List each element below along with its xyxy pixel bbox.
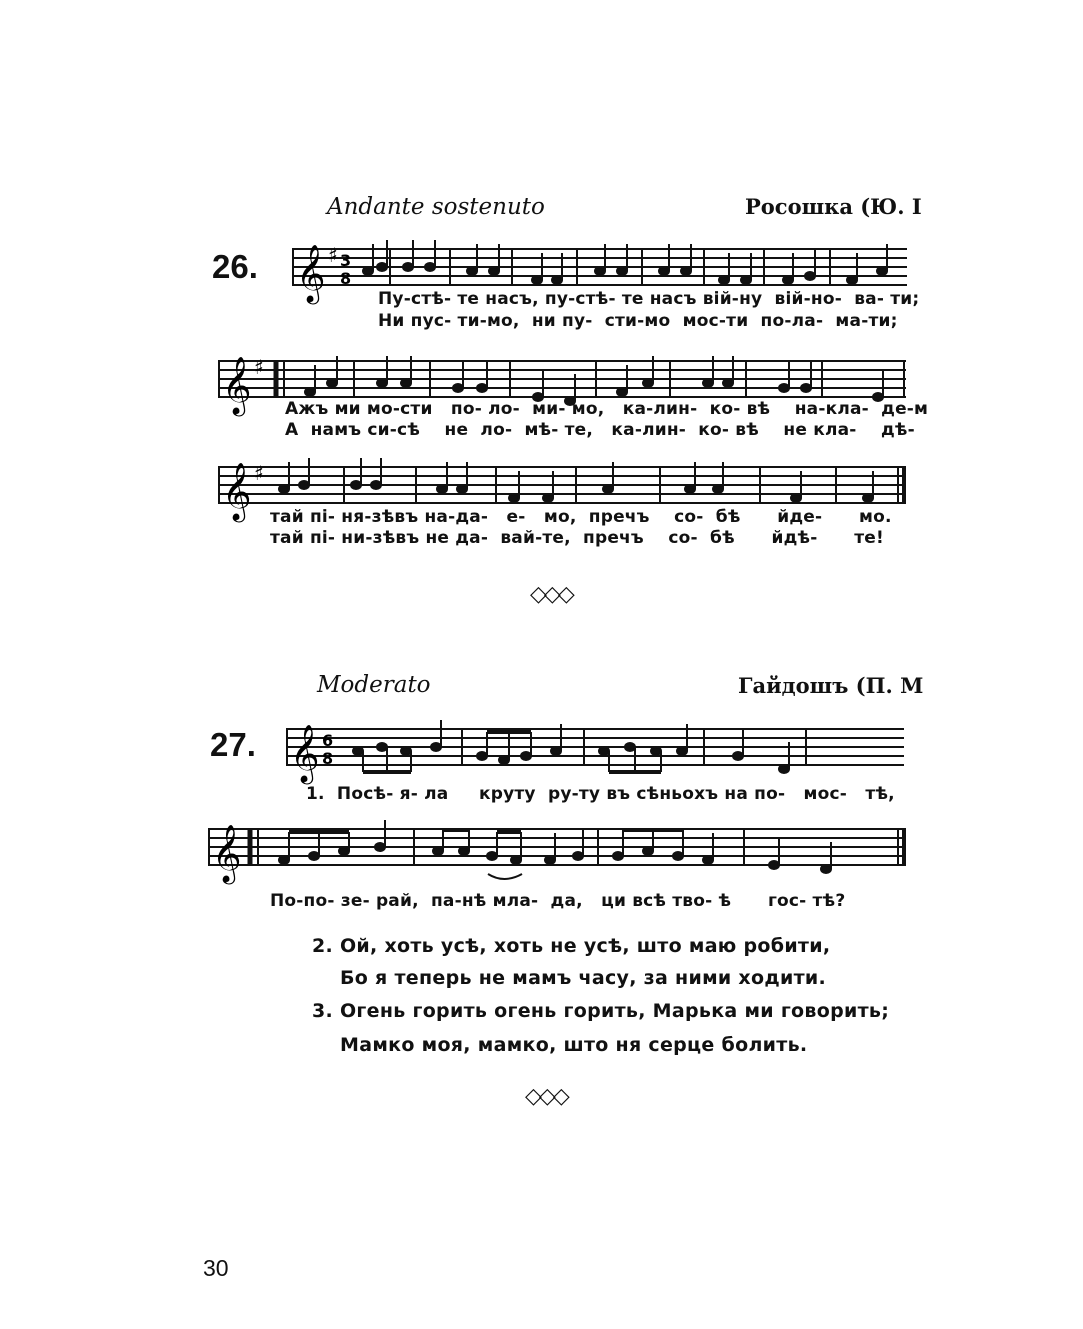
song-number: 26. bbox=[212, 248, 258, 285]
verse-line: 3. Огень горить огень горить, Марька ми говорить; bbox=[312, 1000, 890, 1022]
lyric-line: 1. Посѣ- я- ла круту ру-ту въ сѣньохъ на по- мос- тѣ, bbox=[306, 784, 895, 804]
page-number: 30 bbox=[203, 1255, 229, 1281]
music-staff bbox=[286, 718, 906, 782]
song-source: Гайдошъ (П. М bbox=[738, 673, 924, 698]
svg-text:♯: ♯ bbox=[328, 243, 338, 267]
tempo-marking: Andante sostenuto bbox=[327, 194, 545, 220]
verse-line: 2. Ой, хоть усѣ, хоть не усѣ, што маю робити, bbox=[312, 935, 831, 957]
treble-clef-icon: 𝄞 bbox=[212, 824, 242, 882]
verse-line: Бо я теперь не мамъ часу, за ними ходити. bbox=[340, 967, 827, 989]
tempo-marking: Moderato bbox=[317, 672, 431, 698]
lyric-line: Ажъ ми мо-сти по- ло- ми- мо, ка-лин- ко- вѣ на-кла- де-м bbox=[285, 399, 929, 419]
treble-clef-icon: 𝄞 bbox=[290, 724, 320, 782]
lyric-line: А намъ си-сѣ не ло- мѣ- те, ка-лин- ко- вѣ не кла- дѣ- bbox=[285, 420, 915, 440]
ornament-divider: ◇◇◇ bbox=[530, 582, 572, 607]
treble-clef-icon: 𝄞 bbox=[222, 462, 252, 520]
svg-text:8: 8 bbox=[322, 749, 334, 768]
svg-text:♯: ♯ bbox=[254, 355, 264, 379]
svg-text:6: 6 bbox=[322, 731, 334, 750]
lyric-line: По-по- зе- рай, па-нѣ мла- да, ци всѣ тво- ѣ гос- тѣ? bbox=[270, 891, 846, 911]
lyric-line: тай пі- ня-зѣвъ на-да- е- мо, пречъ со- бѣ йде- мо. bbox=[270, 507, 892, 527]
treble-clef-icon: 𝄞 bbox=[296, 244, 326, 302]
treble-clef-icon: 𝄞 bbox=[222, 356, 252, 414]
ornament-divider: ◇◇◇ bbox=[525, 1084, 567, 1109]
verse-line: Мамко моя, мамко, што ня серце болить. bbox=[340, 1034, 808, 1056]
lyric-line: Ни пус- ти-мо, ни пу- сти-мо мос-ти по-ла- ма-ти; bbox=[378, 311, 898, 331]
svg-text:3: 3 bbox=[340, 251, 352, 270]
lyric-line: тай пі- ни-зѣвъ не да- вай-те, пречъ со- бѣ йдѣ- те! bbox=[270, 528, 884, 548]
song-source: Росошка (Ю. І bbox=[745, 194, 922, 219]
svg-text:8: 8 bbox=[340, 269, 352, 288]
svg-text:♯: ♯ bbox=[254, 461, 264, 485]
lyric-line: Пу-стѣ- те насъ, пу-стѣ- те насъ вій-ну вій-но- ва- ти; bbox=[378, 289, 920, 309]
music-staff bbox=[208, 818, 908, 888]
song-number: 27. bbox=[210, 726, 256, 763]
